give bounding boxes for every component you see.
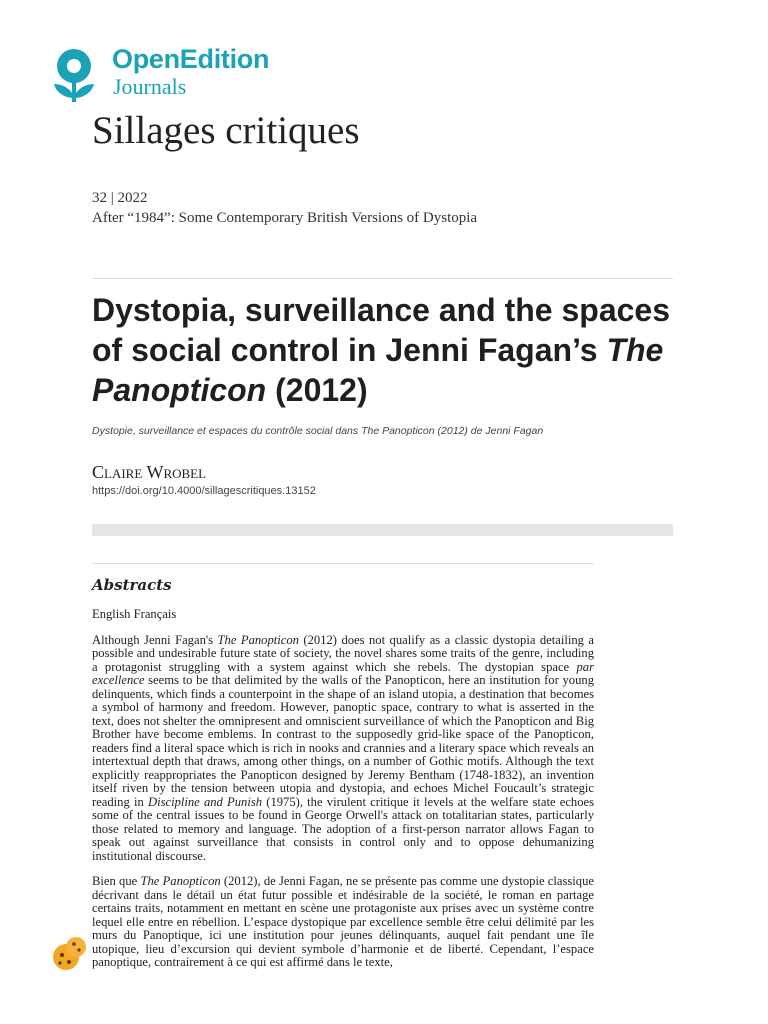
doi-link[interactable]: https://doi.org/10.4000/sillagescritiques.13152: [92, 485, 316, 497]
brand-name: OpenEdition: [112, 44, 270, 74]
language-switch: [92, 608, 594, 622]
lang-french-link[interactable]: Français: [133, 607, 177, 621]
article-title: Dystopia, surveillance and the spaces of social control in Jenni Fagan’s The Panopticon (2012): [92, 292, 671, 408]
journal-title[interactable]: Sillages critiques: [92, 109, 360, 152]
issue-number[interactable]: 32 | 2022: [92, 190, 148, 206]
section-bar: [92, 524, 673, 536]
author-name[interactable]: Claire Wrobel: [92, 462, 207, 482]
openedition-flower-icon: [50, 46, 106, 106]
abstract-french: Bien que The Panopticon (2012), de Jenni Fagan, ne se présente pas comme une dystopie classique décrivant dans le détail un état futur possible et indésirable de la société, le roman en partage certains traits, notamment en mettant en scène une protagoniste aux prises avec un système contre lequel elle entre en rébellion. L’espace dystopique par excellence semble être celui délimité par les murs du Panoptique, ici une institution pour jeunes délinquants, auquel fait pendant une île utopique, lieu d’excursion qui devient symbole d’harmonie et de liberté. Cependant, l’espace panoptique, contrairement à ce qui est affirmé dans le texte,: [92, 874, 594, 969]
issue-info: [92, 188, 477, 228]
issue-title[interactable]: After “1984”: Some Contemporary British Versions of Dystopia: [92, 210, 478, 226]
lang-english-link[interactable]: English: [92, 607, 131, 621]
article-subtitle: Dystopie, surveillance et espaces du contrôle social dans The Panopticon (2012) de Jenni Fagan: [92, 425, 544, 437]
brand-subname: Journals: [113, 74, 187, 99]
abstracts-heading: Abstracts: [92, 576, 172, 594]
cookie-icon[interactable]: [50, 933, 90, 973]
divider: [92, 278, 673, 279]
openedition-logo[interactable]: [50, 40, 280, 110]
abstract-english: Although Jenni Fagan's The Panopticon (2012) does not qualify as a classic dystopia detailing a possible and undesirable future state of society, the novel shares some traits of the genre, including a protagonist struggling with a system against which she rebels. The dystopian space par excellence seems to be that delimited by the walls of the Panopticon, here an institution for young delinquents, which finds a counterpoint in the shape of an island utopia, a destination that becomes a symbol of harmony and freedom. However, panoptic space, contrary to what is asserted in the text, does not shelter the omnipresent and omniscient surveillance of which the Panopticon and Big Brother have become emblems. In contrast to the supposedly grid-like space of the Panopticon, readers find a literal space which is rich in nooks and crannies and a literary space which reveals an intertextual depth that draws, among other things, on a number of Gothic motifs. Although the text explicitly reappropriates the Panopticon designed by Jeremy Bentham (1748-1832), an invention itself riven by the tension between utopia and dystopia, and echoes Michel Foucault’s strategic reading in Discipline and Punish (1975), the virulent critique it levels at the welfare state echoes some of the central issues to be found in George Orwell's attack on totalitarian states, particularly those related to memory and language. The adoption of a first-person narrator allows Fagan to speak out against surveillance that consists in control only and to oppose dehumanizing institutional discourse.: [92, 632, 595, 863]
abstracts-content: [92, 608, 594, 982]
abstracts-divider: [92, 563, 594, 564]
